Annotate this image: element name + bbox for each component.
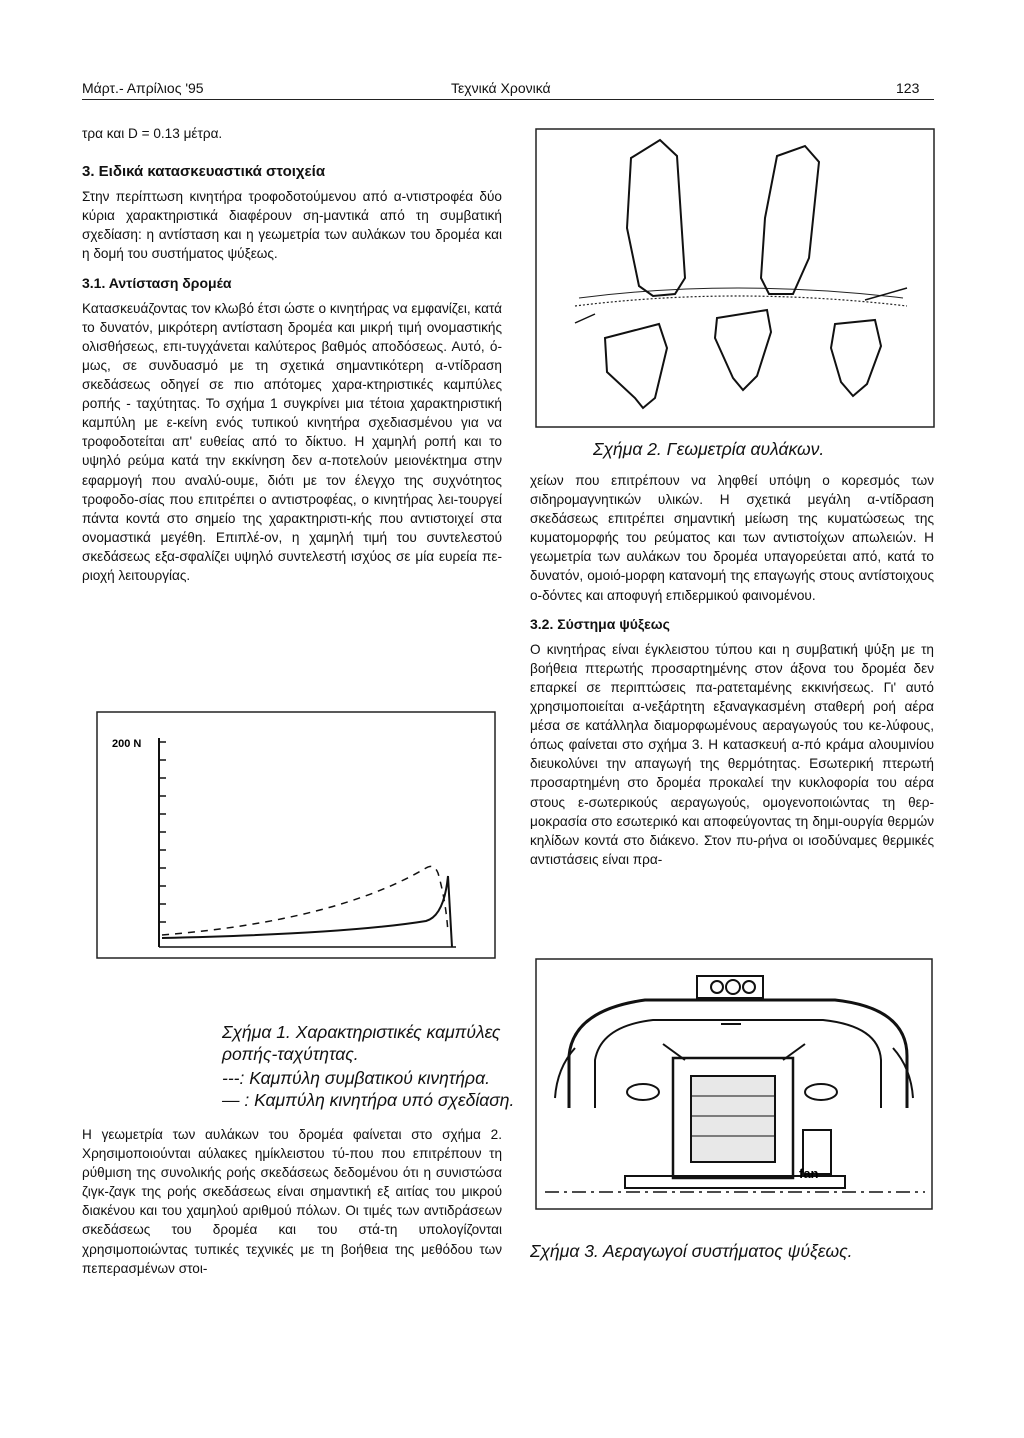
solid-curve-design-motor — [162, 876, 452, 947]
figure-2-caption: Σχήμα 2. Γεωμετρία αυλάκων. — [593, 439, 825, 459]
leakage-paragraph: χείων που επιτρέπουν να ληφθεί υπόψη ο κορεσμός των σιδηρομαγνητικών υλικών. Η σχετικά μεγάλη α-ντίδραση σκεδάσεως επιτρέπει σημαντική μείωση της κυματώσεως της κυματομορφής του ρεύματος και των αντιστοίχων απωλειών. Η γεωμετρία των αυλάκων του δρομέα υπαγορεύεται από, κατά το δυνατόν, ομοιό-μορφη κατανομή της επαγωγής στους αντίστοιχους ο-δόντες και αποφυγή επιδερμικού φαινομένου. — [530, 473, 934, 603]
left-column-text — [82, 124, 502, 585]
rotor-slot-left — [605, 324, 667, 408]
figure-1-legend-dashed: ---: Καμπύλη συμβατικού κινητήρα. — [222, 1068, 490, 1088]
section-3-1-heading: 3.1. Αντίσταση δρομέα — [82, 274, 232, 291]
tooth-edge-left — [575, 314, 595, 323]
slot-geometry-paragraph: Η γεωμετρία των αυλάκων του δρομέα φαίνεται στο σχήμα 2. Χρησιμοποιούνται αύλακες ημίκλειστου τύ-που που επιτρέπουν τη ρύθμιση της συνολικής ροής σκεδάσεως δεδομένου ότι η συνιστώσα ζιγκ-ζαγκ της ροής σκεδάσεως είναι σημαντική εξ αιτίας του μικρού διακένου και του χαμηλού αριθμού πόλων. Οι τιμές των αντιδράσεων σκεδάσεως του δρομέα και του στά-τη υπολογίζονται χρησιμοποιώντας τυπικές τεχνικές με τη βοήθεια της μεθόδου των πεπερασμένων στοι- — [82, 1127, 502, 1276]
right-column-text — [530, 471, 934, 869]
figure-1-legend-solid: — : Καμπύλη κινητήρα υπό σχεδίαση. — [222, 1090, 515, 1110]
running-header-left: Μάρτ.- Απρίλιος '95 — [82, 80, 204, 96]
terminal-bolt-right — [743, 981, 755, 993]
figure-3-caption: Σχήμα 3. Αεραγωγοί συστήματος ψύξεως. — [530, 1241, 853, 1261]
section-3-heading: 3. Ειδικά κατασκευαστικά στοιχεία — [82, 163, 326, 181]
rotor-core — [691, 1076, 775, 1162]
header-rule — [82, 99, 934, 100]
section-3-1-paragraph: Κατασκευάζοντας τον κλωβό έτσι ώστε ο κινητήρας να εμφανίζει, κατά το δυνατόν, μικρότερη αντίσταση δρομέα και μικρή τιμή ονομαστικής ολισθήσεως, επι-τυγχάνεται καλύτερος βαθμός αποδόσεως. Αυτό, ό-μως, σε συνδυασμό με τη σχετικά σημαντικότερη α-ντίδραση σκεδάσεως οδηγεί σε πιο απότομες χαρα-κτηριστικές καμπύλες ροπής - ταχύτητας. Το σχήμα 1 συγκρίνει μια τέτοια χαρακτηριστική καμπύλη με ε-κείνη ενός τυπικού κινητήρα σχεδιασμένου για να τροφοδοτείται απ' ευθείας από το δίκτυο. Η χαμηλή ροπή και το υψηλό ρεύμα κατά την εκκίνηση δεν α-ποτελούν μειονέκτημα στην εφαρμογή που αναλύ-ουμε, διότι με τον έλεγχο της συχνότητος τροφοδο-σίας που επιτρέπει ο αντιστροφέας, ο κινητήρας λει-τουργεί πάντα κοντά στο σημείο της χαρακτηριστι-κής που αντιστοιχεί στα ονομαστικά μεγέθη. Επιπλέ-ον, η χαμηλή τιμή του συντελεστού σκεδάσεως εξα-σφαλίζει υψηλό συντελεστή ισχύος σε μία ευρεία πε-ριοχή λειτουργίας. — [82, 300, 502, 583]
section-3-2-paragraph: Ο κινητήρας είναι έγκλειστου τύπου και η συμβατική ψύξη με τη βοήθεια πτερωτής προσαρτημένης στον άξονα του δρομέα δεν επαρκεί σε περιπτώσεις πα-ρατεταμένης εκκινήσεως. Γι' αυτό χρησιμοποιείται α-νεξάρτητη εξαναγκασμένη σταθερή ροή αέρα μέσα σε κατάλληλα διαμορφωμένους αεραγωγούς του κε-λύφους, όπως φαίνεται στο σχήμα 3. Η κατασκευή α-πό κράμα αλουμινίου διευκολύνει την απαγωγή της θερμότητας. Εσωτερική πτερωτή προσαρτημένη στο δρομέα προκαλεί την κυκλοφορία του αέρα στους ε-σωτερικούς αεραγωγούς, ομογενοποιώντας τη θερ-μοκρασία στο εσωτερικό και αποφεύγοντας τη δημι-ουργία θερμών κηλίδων κοντά στο διάκενο. Στον πυ-ρήνα οι ισοδύναμες θερμικές αντιστάσεις είναι πρα- — [530, 641, 934, 867]
page-number: 123 — [896, 80, 920, 96]
air-gap-inner-arc — [575, 296, 907, 306]
terminal-bolt-left — [711, 981, 723, 993]
y-axis-label: 200 N — [112, 738, 142, 750]
section-3-2-heading: 3.2. Σύστημα ψύξεως — [530, 615, 670, 632]
stator-slot-right — [761, 146, 819, 294]
lead-line: τρα και D = 0.13 μέτρα. — [82, 126, 223, 141]
y-axis-ticks — [159, 742, 166, 922]
rotor-slot-right — [831, 320, 881, 396]
figure-1-caption: Σχήμα 1. Χαρακτηριστικές καμπύλες ροπής-ταχύτητας. — [222, 1022, 501, 1064]
fan-label: fan — [799, 1166, 819, 1181]
terminal-bolt-center — [726, 980, 740, 994]
figure-1-frame — [97, 712, 495, 958]
section-3-paragraph: Στην περίπτωση κινητήρα τροφοδοτούμενου από α-ντιστροφέα δύο κύρια χαρακτηριστικά διαφέρουν ση-μαντικά από τη συμβατική σχεδίαση: η αντίσταση και η γεωμετρία των αυλάκων του δρομέα και η δομή του συστήματος ψύξεως. — [82, 189, 502, 262]
end-winding-right — [805, 1084, 837, 1100]
air-gap-outer-arc — [579, 288, 903, 298]
running-header-title: Τεχνικά Χρονικά — [451, 80, 551, 96]
stator-slot-left — [627, 140, 685, 296]
figure-2-slot-geometry — [535, 128, 935, 428]
figure-1-torque-speed-chart — [96, 711, 496, 959]
figure-2-frame — [536, 129, 934, 427]
terminal-box — [697, 976, 763, 998]
end-winding-left — [627, 1084, 659, 1100]
left-column-bottom-text — [82, 1125, 502, 1278]
rotor-slot-center — [715, 310, 771, 390]
figure-3-cooling-ducts — [535, 958, 933, 1210]
